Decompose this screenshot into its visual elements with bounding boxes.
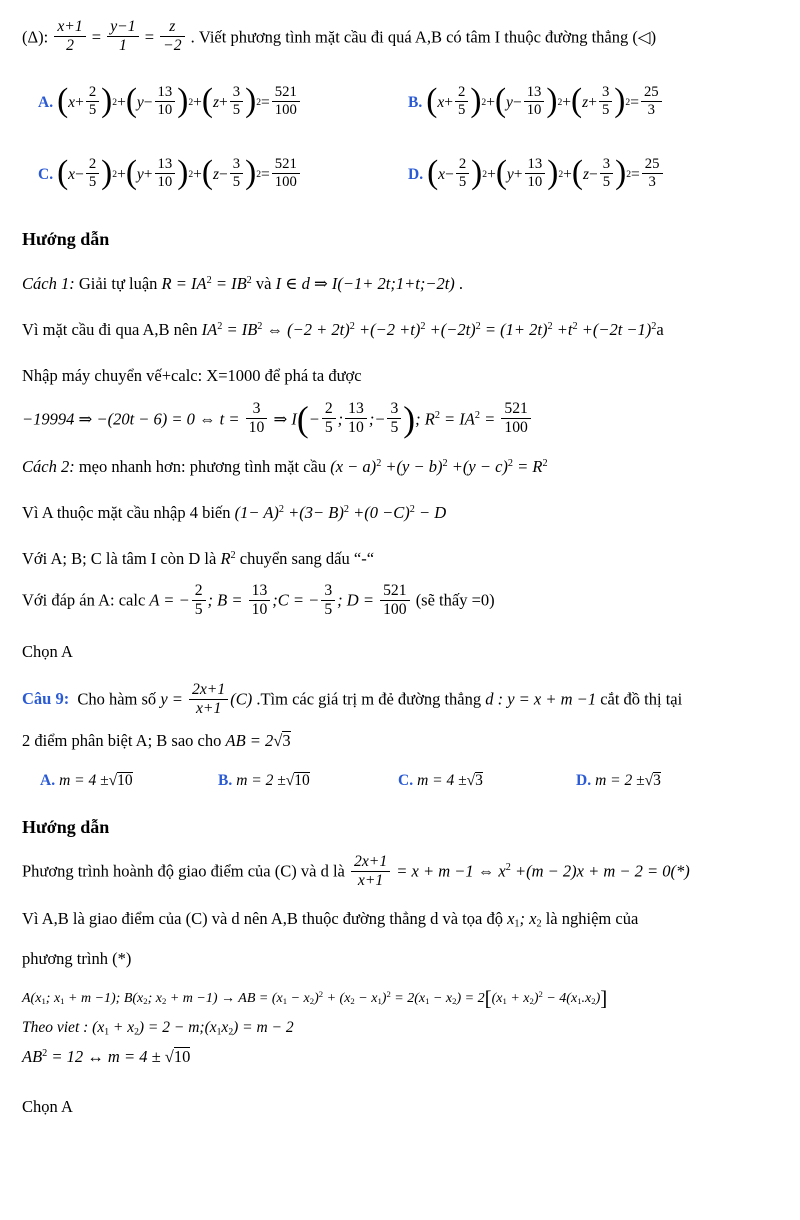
math-fragment: +(0 −C) (348, 503, 410, 523)
text-fragment: + (219, 94, 228, 112)
text-fragment: Với đáp án A: calc (22, 590, 150, 610)
subscript: 2 (143, 996, 148, 1007)
math-fragment: m = 4 ± (417, 772, 467, 790)
italic-fragment: y (136, 94, 144, 112)
q8-solution-substitute (22, 503, 778, 523)
text-fragment: và (251, 274, 276, 294)
option-label: D. (408, 166, 424, 184)
text-fragment: + (486, 94, 495, 112)
italic-fragment: z (213, 94, 220, 112)
big-bracket: [ (484, 985, 492, 1010)
italic-fragment: x (68, 94, 76, 112)
math-fragment: +(−2 +t) (354, 320, 421, 340)
q9-option-d (576, 767, 778, 795)
option-label: B. (218, 772, 233, 790)
math-fragment: ; x (45, 991, 61, 1007)
subscript: 1 (60, 996, 65, 1007)
superscript: 2 (507, 457, 514, 469)
subscript: 1 (514, 918, 520, 930)
math-fragment: ) = m − 2 (233, 1019, 294, 1037)
text-fragment: .Tìm các giá trị m đẻ đường thẳng (252, 689, 486, 709)
math-fragment: m = 4 ± (59, 772, 109, 790)
italic-fragment: Cách 1: (22, 274, 75, 294)
subscript: 1 (377, 996, 382, 1007)
q8-problem-statement (22, 20, 778, 57)
superscript: 2 (349, 320, 355, 332)
text-fragment: + (563, 166, 572, 184)
text-fragment: + (562, 94, 572, 112)
square-root: √10 (285, 772, 310, 790)
math-fragment: (x − a) (330, 457, 377, 477)
math-fragment: ; x (519, 909, 537, 929)
text-fragment: + (193, 166, 202, 184)
text-fragment: Cho hàm số (73, 689, 161, 709)
fraction: $\frac{25}{3}$ (642, 156, 663, 191)
text-fragment: (Δ): (22, 27, 53, 47)
fraction: $\frac{2}{5}$ (86, 84, 99, 119)
italic-fragment: z (213, 166, 220, 184)
superscript: 2 (434, 410, 440, 422)
q9-option-c (398, 767, 576, 795)
fraction: $\frac{13}{10}$ (155, 156, 176, 191)
math-fragment: (C) (230, 689, 253, 709)
fraction: $\frac{2}{5}$ (456, 156, 469, 191)
superscript: 2 (538, 988, 543, 999)
square-root: √3 (644, 772, 661, 790)
fraction: $\frac{13}{10}$ (249, 582, 271, 619)
text-fragment: Vì A thuộc mặt cầu nhập 4 biến (22, 503, 235, 523)
superscript: 2 (230, 549, 236, 561)
math-fragment: ⇔ (−2 + 2t) (262, 320, 350, 340)
text-fragment: = (630, 94, 639, 112)
text-fragment: = (140, 27, 159, 47)
math-fragment: − x (354, 991, 378, 1007)
q8-options (38, 71, 778, 207)
math-fragment: x (507, 909, 515, 929)
fraction: $\frac{2x+1}{x+1}$ (351, 853, 390, 890)
math-fragment: Theo viet : (x (22, 1019, 105, 1037)
text-fragment: = (631, 166, 640, 184)
q8-option-c: C. ( x − $\frac{2}{5}$ ) 2 + ( y + $\frac{13}{10}$ ) 2 + ( z − $\frac{3}{5}$ ) 2 = $\frac{521}{100}$ (38, 143, 408, 207)
text-fragment: chuyển sang dấu “-“ (235, 549, 375, 569)
math-fragment: − x (287, 991, 310, 1007)
text-fragment: là nghiệm của (541, 909, 639, 929)
big-paren: ) (403, 398, 416, 439)
subscript: 1 (41, 996, 46, 1007)
square-root: √3 (466, 772, 483, 790)
q8-option-a: A. ( x + $\frac{2}{5}$ ) 2 + ( y − $\frac{13}{10}$ ) 2 + ( z + $\frac{3}{5}$ ) 2 = $\frac{521}{100}$ (38, 71, 408, 135)
option-label: Câu 9: (22, 689, 70, 709)
superscript: 2 (257, 320, 263, 332)
text-fragment: (sẽ thấy =0) (411, 590, 495, 610)
math-fragment: + m −1) → AB = (166, 991, 272, 1007)
math-fragment: ) (381, 991, 387, 1007)
superscript: 2 (474, 410, 480, 422)
superscript: 2 (318, 988, 324, 999)
subscript: 1 (425, 996, 430, 1007)
text-fragment: . Viết phương tình mặt cầu đi quá A,B có tâm I thuộc đường thẳng (◁) (186, 27, 657, 47)
superscript: 2 (409, 503, 415, 515)
text-fragment: Vì A,B là giao điểm của (C) và d nên A,B thuộc đường thẳng d và tọa độ (22, 909, 508, 929)
fraction: $\frac{25}{3}$ (641, 84, 662, 119)
superscript: 2 (442, 457, 448, 469)
q8-conclusion (22, 642, 778, 662)
subscript: 2 (536, 918, 542, 930)
subscript: 2 (591, 996, 596, 1007)
q9-solution-roots-note (22, 909, 778, 929)
italic-fragment: y (136, 166, 144, 184)
option-label: C. (398, 772, 414, 790)
superscript: 2 (206, 274, 212, 286)
math-fragment: ) (595, 991, 601, 1007)
math-fragment: +(−2t −1) (577, 320, 652, 340)
fraction: $\frac{2}{5}$ (192, 582, 206, 619)
math-fragment: = 2(x (390, 991, 426, 1007)
q8-option-b: B. ( x + $\frac{2}{5}$ ) 2 + ( y − $\frac{13}{10}$ ) 2 + ( z + $\frac{3}{5}$ ) 2 = $\frac{25}{3}$ (408, 71, 778, 135)
fraction: $\frac{2}{5}$ (86, 156, 99, 191)
math-fragment: AB = 2 (225, 731, 274, 751)
math-fragment: +(m − 2)x + m − 2 = 0(*) (510, 861, 690, 881)
text-fragment: − (445, 166, 454, 184)
math-fragment: − 4(x (542, 991, 578, 1007)
option-label: B. (408, 94, 423, 112)
text-fragment: Nhập máy chuyển vế+calc: X=1000 để phá ta được (22, 366, 362, 386)
option-label: A. (40, 772, 56, 790)
fraction: $\frac{521}{100}$ (272, 84, 300, 119)
math-fragment: (x (491, 991, 503, 1007)
math-fragment: + m −1); B(x (64, 991, 144, 1007)
q8-option-d: D. ( x − $\frac{2}{5}$ ) 2 + ( y + $\frac{13}{10}$ ) 2 + ( z − $\frac{3}{5}$ ) 2 = $\frac{25}{3}$ (408, 143, 778, 207)
math-fragment: (x (271, 991, 283, 1007)
math-fragment: ⇒ I (269, 409, 297, 429)
subscript: 1 (216, 1026, 222, 1038)
superscript: 2 (42, 1048, 48, 1060)
subscript: 2 (350, 996, 355, 1007)
math-fragment: = IB (211, 274, 247, 294)
math-fragment: (1− A) (234, 503, 279, 523)
q8-solution-calc-note (22, 366, 778, 386)
math-fragment: ) (533, 991, 539, 1007)
text-fragment: Phương trình hoành độ giao điểm của (C) và d là (22, 861, 349, 881)
fraction: $\frac{521}{100}$ (501, 400, 530, 437)
math-fragment: +t (552, 320, 573, 340)
q9-solution-final (22, 1047, 778, 1067)
fraction: $\frac{521}{100}$ (380, 582, 409, 619)
text-fragment: 2 điểm phân biệt A; B sao cho (22, 731, 226, 751)
math-fragment: ) (314, 991, 319, 1007)
math-fragment: .x (581, 991, 592, 1007)
subscript: 2 (228, 1026, 234, 1038)
superscript: 2 (278, 503, 285, 515)
math-fragment: R = IA (161, 274, 207, 294)
math-fragment: + x (109, 1019, 135, 1037)
subscript: 2 (452, 996, 457, 1007)
italic-fragment: x (68, 166, 76, 184)
q8-solution-equation (22, 320, 778, 340)
q8-solution-method1 (22, 274, 778, 294)
math-fragment: ; R (415, 409, 435, 429)
q9-solution-ab-distance (22, 985, 778, 1010)
text-fragment: − (75, 166, 84, 184)
text-fragment: + (117, 166, 126, 184)
math-fragment: +(y − b) (381, 457, 443, 477)
math-fragment: − x (429, 991, 453, 1007)
subscript: 1 (104, 1026, 109, 1038)
text-fragment: = (261, 94, 270, 112)
italic-fragment: x (437, 94, 445, 112)
square-root: √10 (108, 772, 133, 790)
subscript: 2 (134, 1026, 139, 1038)
fraction: $\frac{13}{10}$ (155, 84, 176, 119)
italic-fragment: x (438, 166, 446, 184)
math-fragment: d : y = x + m −1 (485, 689, 597, 709)
math-fragment: − D (414, 503, 447, 523)
fraction: $\frac{z}{-2}$ (160, 18, 184, 55)
big-paren: ( (296, 398, 309, 439)
q9-guide-heading: Hướng dẫn (22, 817, 110, 838)
q8-guide-heading: Hướng dẫn (22, 229, 110, 250)
math-fragment: ) = 2 (456, 991, 485, 1007)
q9-problem-statement-2 (22, 731, 778, 751)
math-fragment: +(3− B) (284, 503, 344, 523)
fraction: $\frac{3}{5}$ (321, 582, 335, 619)
square-root: √10 (164, 1047, 191, 1067)
math-fragment: = IA (439, 409, 475, 429)
q8-solution-result (22, 398, 778, 439)
fraction: $\frac{x+1}{2}$ (54, 18, 85, 55)
superscript: 2 (376, 457, 382, 469)
italic-fragment: z (582, 94, 589, 112)
subscript: 2 (162, 996, 167, 1007)
fraction: $\frac{y-1}{1}$ (107, 18, 138, 55)
math-fragment: ) = 2 − m;(x (138, 1019, 217, 1037)
q9-option-b (218, 767, 398, 795)
math-fragment: y = (160, 689, 188, 709)
math-fragment: = 12 ↔ m = 4 ± (47, 1047, 165, 1067)
math-fragment: m = 2 ± (595, 772, 645, 790)
fraction: $\frac{13}{10}$ (524, 84, 545, 119)
math-fragment: m = 2 ± (236, 772, 286, 790)
subscript: 2 (309, 996, 315, 1007)
q9-solution-intersection (22, 854, 778, 891)
q9-solution-viet (22, 1019, 778, 1037)
italic-fragment: Cách 2: (22, 457, 75, 477)
subscript: 1 (502, 996, 507, 1007)
superscript: 2 (386, 988, 391, 999)
square-root: √3 (273, 731, 291, 751)
text-fragment: Vì mặt cầu đi qua A,B nên (22, 320, 202, 340)
option-label: A. (38, 94, 54, 112)
text-fragment: − (219, 166, 228, 184)
fraction: $\frac{3}{5}$ (230, 84, 243, 119)
superscript: 2 (343, 503, 349, 515)
math-fragment: R (220, 549, 231, 569)
q9-problem-statement (22, 682, 778, 719)
subscript: 1 (577, 996, 582, 1007)
text-fragment: + (117, 94, 126, 112)
text-fragment: + (487, 166, 496, 184)
q8-solution-sign-note (22, 549, 778, 569)
superscript: 2 (651, 320, 657, 332)
text-fragment: Với A; B; C là tâm I còn D là (22, 549, 221, 569)
math-fragment: x (221, 1019, 229, 1037)
text-fragment: − (589, 166, 598, 184)
superscript: 2 (420, 320, 426, 332)
q9-solution-roots-note-2 (22, 949, 778, 969)
q9-option-a (40, 767, 218, 795)
text-fragment: phương trình (*) (22, 949, 132, 969)
text-fragment: + (513, 166, 523, 184)
subscript: 2 (529, 996, 534, 1007)
text-fragment: a (656, 320, 664, 340)
q8-solution-calc-values (22, 583, 778, 620)
option-label: C. (38, 166, 54, 184)
text-fragment: mẹo nhanh hơn: phương tình mặt cầu (74, 457, 331, 477)
text-fragment: = (261, 166, 270, 184)
text-fragment: cắt đồ thị tại (596, 689, 683, 709)
big-bracket: ] (600, 985, 608, 1010)
superscript: 2 (542, 457, 548, 469)
text-fragment: Giải tự luận (74, 274, 162, 294)
text-fragment: Chọn A (22, 1097, 73, 1117)
math-fragment: = (1+ 2t) (480, 320, 548, 340)
q9-options (40, 767, 778, 795)
math-fragment: = IB (222, 320, 258, 340)
math-fragment: ; D = (337, 590, 379, 610)
text-fragment: − (512, 94, 522, 112)
text-fragment: + (75, 94, 84, 112)
q9-conclusion (22, 1097, 778, 1117)
superscript: 2 (547, 320, 553, 332)
math-fragment: − (308, 409, 320, 429)
italic-fragment: y (506, 94, 513, 112)
math-fragment: = (480, 409, 500, 429)
math-fragment: ;C = − (272, 590, 320, 610)
math-fragment: ; x (147, 991, 163, 1007)
superscript: 2 (475, 320, 481, 332)
text-fragment: + (588, 94, 597, 112)
math-fragment: = R (513, 457, 543, 477)
fraction: $\frac{13}{10}$ (345, 400, 367, 437)
math-fragment: A = − (149, 590, 190, 610)
fraction: $\frac{2}{5}$ (322, 400, 336, 437)
fraction: $\frac{13}{10}$ (525, 156, 546, 191)
math-fragment: ; B = (207, 590, 247, 610)
fraction: $\frac{3}{5}$ (387, 400, 401, 437)
italic-fragment: z (583, 166, 590, 184)
fraction: $\frac{3}{5}$ (600, 156, 613, 191)
math-fragment: I ∈ d ⇒ I(−1+ 2t;1+t;−2t) (275, 274, 455, 294)
math-fragment: ;− (368, 409, 386, 429)
fraction: $\frac{521}{100}$ (272, 156, 300, 191)
math-fragment: AB (22, 1047, 43, 1067)
math-fragment: + (x (323, 991, 351, 1007)
math-fragment: ; (337, 409, 344, 429)
math-fragment: + x (506, 991, 530, 1007)
text-fragment: + (193, 94, 202, 112)
fraction: $\frac{3}{5}$ (599, 84, 612, 119)
q8-solution-method2 (22, 457, 778, 477)
text-fragment: + (143, 166, 153, 184)
superscript: 2 (505, 862, 511, 874)
fraction: $\frac{2x+1}{x+1}$ (189, 681, 228, 718)
math-fragment: A(x (22, 991, 42, 1007)
fraction: $\frac{2}{5}$ (455, 84, 468, 119)
text-fragment: . (454, 274, 464, 294)
text-fragment: + (444, 94, 453, 112)
math-fragment: +(y − c) (447, 457, 508, 477)
math-fragment: −19994 ⇒ −(20t − 6) = 0 ⇔ t = (22, 409, 244, 429)
text-fragment: − (143, 94, 153, 112)
superscript: 2 (572, 320, 578, 332)
option-label: D. (576, 772, 592, 790)
fraction: $\frac{3}{10}$ (246, 400, 268, 437)
math-fragment: IA (201, 320, 218, 340)
superscript: 2 (217, 320, 223, 332)
fraction: $\frac{3}{5}$ (230, 156, 243, 191)
text-fragment: = (87, 27, 106, 47)
text-fragment: Chọn A (22, 642, 73, 662)
superscript: 2 (246, 274, 252, 286)
italic-fragment: y (506, 166, 514, 184)
math-fragment: = x + m −1 ⇔ x (392, 861, 506, 881)
subscript: 1 (282, 996, 288, 1007)
math-fragment: +(−2t) (425, 320, 476, 340)
